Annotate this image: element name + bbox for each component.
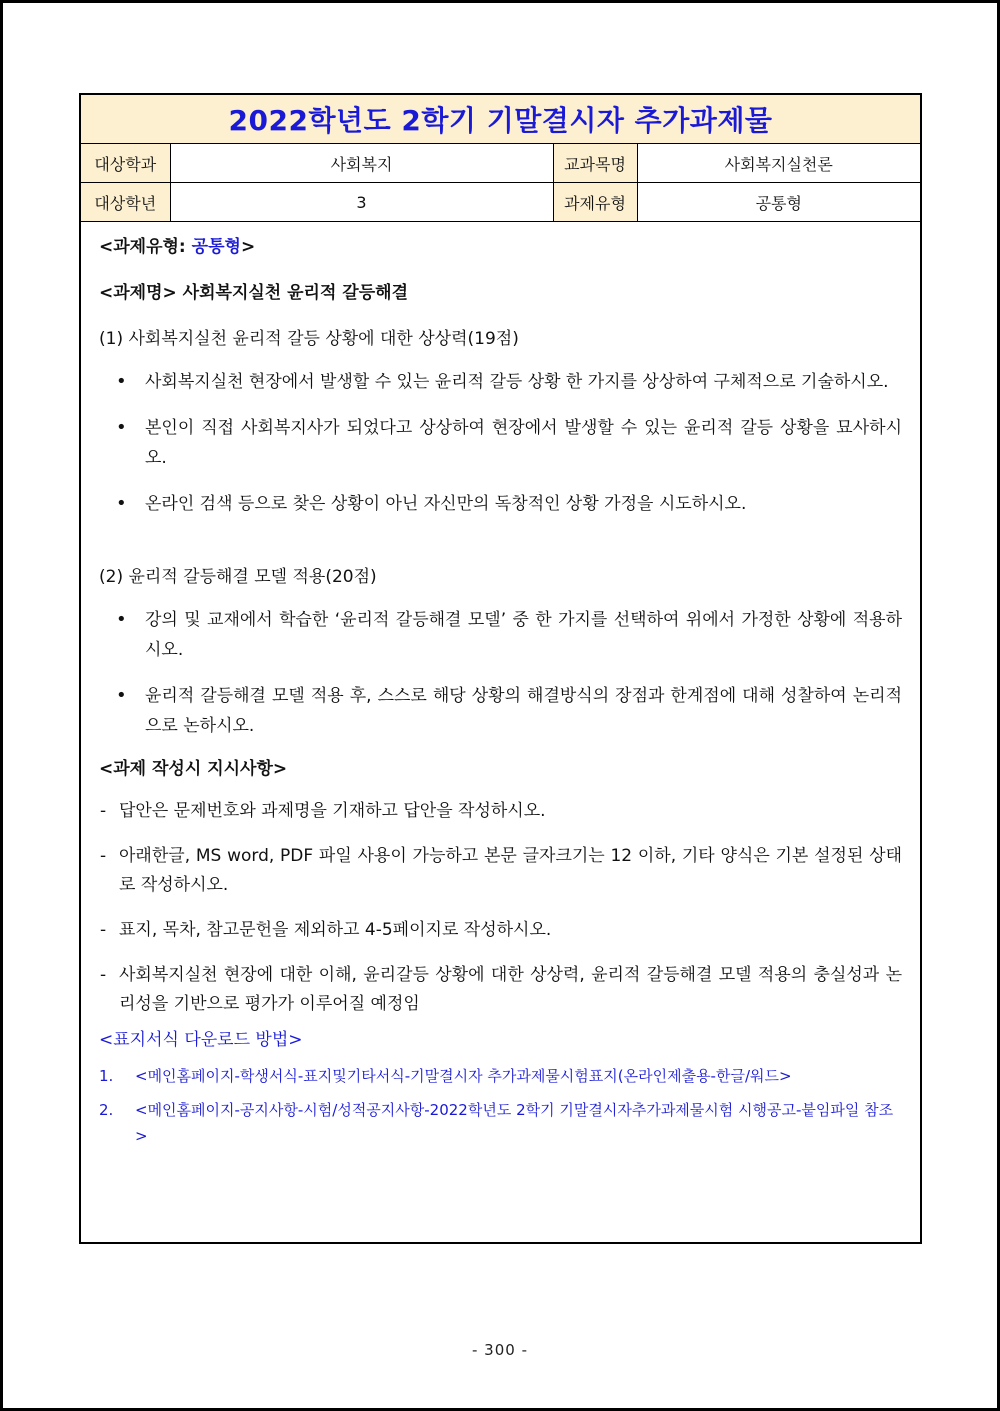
question-2-heading: (2) 윤리적 갈등해결 모델 적용(20점) [99, 567, 377, 587]
download-steps [99, 1063, 902, 1149]
list-item: - 표지, 목차, 참고문헌을 제외하고 4-5페이지로 작성하시오. [99, 916, 902, 945]
step-text: <메인홈페이지-공지사항-시험/성적공지사항-2022학년도 2학기 기말결시자추가과제물시험 시행공고-붙임파일 참조> [135, 1101, 894, 1145]
year-value: 3 [170, 183, 553, 222]
dept-label: 대상학과 [81, 144, 170, 183]
year-label: 대상학년 [81, 183, 170, 222]
list-item: • 본인이 직접 사회복지사가 되었다고 상상하여 현장에서 발생할 수 있는 윤리적 갈등 상황을 묘사하시오. [99, 413, 902, 473]
info-table [81, 144, 920, 222]
assignment-box [79, 93, 922, 1244]
document-title: 2022학년도 2학기 기말결시자 추가과제물 [81, 95, 920, 144]
question-1-bullets [99, 367, 902, 519]
info-row-2 [81, 183, 920, 222]
list-item: • 사회복지실천 현장에서 발생할 수 있는 윤리적 갈등 상황 한 가지를 상상하여 구체적으로 기술하시오. [99, 367, 902, 397]
dept-value: 사회복지 [170, 144, 553, 183]
list-item: - 답안은 문제번호와 과제명을 기재하고 답안을 작성하시오. [99, 797, 902, 826]
step-text: <메인홈페이지-학생서식-표지및기타서식-기말결시자 추가과제물시험표지(온라인제출용-한글/워드> [135, 1067, 792, 1085]
download-heading: <표지서식 다운로드 방법> [99, 1030, 303, 1050]
question-1-heading: (1) 사회복지실천 윤리적 갈등 상황에 대한 상상력(19점) [99, 329, 519, 349]
list-item: • 윤리적 갈등해결 모델 적용 후, 스스로 해당 상황의 해결방식의 장점과 한계점에 대해 성찰하여 논리적으로 논하시오. [99, 681, 902, 741]
assignment-type-value: 공통형 [191, 237, 241, 257]
info-row-1 [81, 144, 920, 183]
list-item: - 사회복지실천 현장에 대한 이해, 윤리갈등 상황에 대한 상상력, 윤리적 갈등해결 모델 적용의 충실성과 논리성을 기반으로 평가가 이루어질 예정임 [99, 961, 902, 1019]
assignment-name: <과제명> 사회복지실천 윤리적 갈등해결 [99, 283, 408, 303]
type-label: 과제유형 [553, 183, 637, 222]
page-number: - 300 - [472, 1341, 528, 1359]
list-item [99, 1063, 902, 1089]
list-item: • 강의 및 교재에서 학습한 ‘윤리적 갈등해결 모델’ 중 한 가지를 선택하여 위에서 가정한 상황에 적용하시오. [99, 605, 902, 665]
step-number: 2. [99, 1101, 114, 1119]
type-value: 공통형 [637, 183, 920, 222]
course-label: 교과목명 [553, 144, 637, 183]
instructions-heading: <과제 작성시 지시사항> [99, 759, 288, 779]
assignment-type-line [99, 235, 902, 259]
question-2-bullets [99, 605, 902, 741]
content [81, 235, 920, 1149]
list-item [99, 1097, 902, 1149]
step-number: 1. [99, 1067, 114, 1085]
assignment-type-prefix: <과제유형: [99, 237, 192, 257]
list-item: - 아래한글, MS word, PDF 파일 사용이 가능하고 본문 글자크기는 12 이하, 기타 양식은 기본 설정된 상태로 작성하시오. [99, 842, 902, 900]
instructions-list [99, 797, 902, 1019]
course-value: 사회복지실천론 [637, 144, 920, 183]
list-item: • 온라인 검색 등으로 찾은 상황이 아닌 자신만의 독창적인 상황 가정을 시도하시오. [99, 489, 902, 519]
assignment-type-suffix: > [240, 237, 256, 257]
